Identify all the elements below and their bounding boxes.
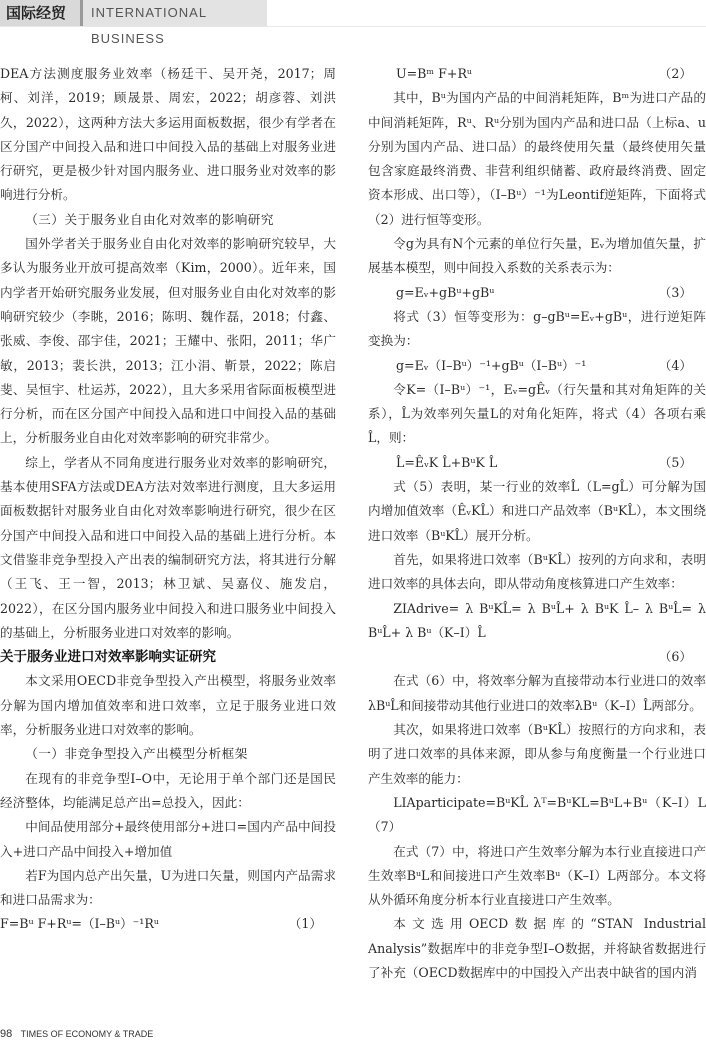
equation-text: U=Bᵐ F+Rᵘ bbox=[396, 66, 472, 81]
right-column bbox=[368, 62, 706, 985]
equation-7: LIAparticipate=BᵘKL̂ λᵀ=BᵘKL=BᵘL+Bᵘ（K–I）L（7） bbox=[368, 794, 706, 835]
section-label: 国际经贸 bbox=[0, 0, 90, 26]
equation-text: F=Bᵘ F+Rᵘ=（I–Bᵘ）⁻¹Rᵘ bbox=[0, 916, 159, 932]
header-rule bbox=[0, 26, 706, 27]
paragraph: 令K=（I–Bᵘ）⁻¹，Eᵥ=gÊᵥ（行矢量和其对角矩阵的关系），L̂为效率列矢量L的对角化矩阵，将式（4）各项右乘L̂，则： bbox=[368, 381, 706, 446]
equation-number: （5） bbox=[658, 454, 692, 470]
equation-number: （6） bbox=[658, 649, 692, 665]
paragraph: 在式（7）中，将进口产生效率分解为本行业直接进口产生效率BᵘL和间接进口产生效率Bᵘ（K–I）L两部分。本文将从外循环角度分析本行业直接进口产生效率。 bbox=[368, 843, 706, 908]
paragraph: 国外学者关于服务业自由化对效率的影响研究较早，大多认为服务业开放可提高效率（Kim，2000）。近年来，国内学者开始研究服务业发展，但对服务业自由化对效率的影响研究较少（李眺，2016；陈明、魏作磊，2018；付鑫、张威、李俊、邵宇佳，2021；王耀中、张阳，2011；华广敏，2013；裴长洪，2013；江小涓、靳景，2022；陈启斐、吴恒宇、杜运苏，2022），且大多采用省际面板模型进行分析，而在区分国产中间投入品和进口中间投入品的基础上，分析服务业自由化对效率影响的研究非常少。 bbox=[0, 236, 336, 446]
page-header bbox=[0, 0, 706, 46]
equation-6: ZIAdrive= λ BᵘKL̂= λ BᵘL̂+ λ BᵘK L̂– λ BᵘL̂= λ BᵘL̂+ λ Bᵘ（K–I）L̂ bbox=[368, 600, 706, 640]
paragraph: 综上，学者从不同角度进行服务业对效率的影响研究，基本使用SFA方法或DEA方法对效率进行测度，且大多运用面板数据针对服务业自由化对效率影响进行研究，很少在区分国产中间投入品和进口中间投入品的基础上进行分析。本文借鉴非竞争型投入产出表的编制研究方法，将其进行分解（王飞、王一智，2013；林卫斌、吴嘉仪、施发启，2022），在区分国内服务业中间投入和进口服务业中间投入的基础上，分析服务业进口对效率的影响。 bbox=[0, 454, 336, 640]
paragraph: 令g为具有N个元素的单位行矢量，Eᵥ为增加值矢量，扩展基本模型，则中间投入系数的关系表示为： bbox=[368, 236, 706, 276]
page-footer bbox=[0, 1024, 706, 1044]
paragraph: 将式（3）恒等变形为：g–gBᵘ=Eᵥ+gBᵘ，进行逆矩阵变换为： bbox=[368, 308, 706, 349]
equation-number: （1） bbox=[288, 916, 322, 932]
section-heading: 关于服务业进口对效率影响实证研究 bbox=[0, 649, 216, 666]
paragraph: DEA方法测度服务业效率（杨廷干、吴开尧，2017；周柯、刘洋，2019；顾晟景、周宏，2022；胡彦蓉、刘洪久，2022），这两种方法大多运用面板数据，很少有学者在区分国产中间投入品和进口中间投入品的基础上对服务业进行研究，更是极少针对国内服务业、进口服务业对效率的影响进行分析。 bbox=[0, 66, 336, 203]
equation-text: g=Eᵥ+gBᵘ+gBᵘ bbox=[396, 284, 495, 300]
equation-text: g=Eᵥ（I–Bᵘ）⁻¹+gBᵘ（I–Bᵘ）⁻¹ bbox=[396, 357, 587, 373]
equation-4 bbox=[368, 354, 706, 378]
paragraph: 式（5）表明，某一行业的效率L̂（L=gL̂）可分解为国内增加值效率（ÊᵥKL̂）和进口产品效率（BᵘKL̂），本文围绕进口效率（BᵘKL̂）展开分析。 bbox=[368, 479, 706, 543]
equation-3 bbox=[368, 281, 706, 305]
equation-number: （3） bbox=[658, 284, 692, 300]
paragraph: 在现有的非竞争型I–O中，无论用于单个部门还是国民经济整体，均能满足总产出=总投入，因此： bbox=[0, 770, 336, 810]
equation-number: （2） bbox=[658, 66, 692, 81]
page-number: 98 bbox=[0, 1028, 13, 1040]
paragraph: 其中，Bᵘ为国内产品的中间消耗矩阵，Bᵐ为进口产品的中间消耗矩阵，Rᵘ、Rᵘ分别为国内产品和进口品（上标a、u分别为国内产品、进口品）的最终使用矢量（最终使用矢量包含家庭最终消费、非营利组织储蓄、政府最终消费、固定资本形成、出口等），（I–Bᵘ）⁻¹为Leontif逆矩阵，下面将式（2）进行恒等变形。 bbox=[368, 90, 706, 227]
equation-number: （4） bbox=[658, 357, 692, 373]
equation-text: L̂=ÊᵥK L̂+BᵘK L̂ bbox=[396, 454, 498, 470]
left-column bbox=[0, 62, 336, 937]
subsection-heading: （三）关于服务业自由化对效率的影响研究 bbox=[25, 211, 274, 227]
subsection-heading: （一）非竞争型投入产出模型分析框架 bbox=[25, 746, 248, 762]
paragraph: 本文采用OECD非竞争型投入产出模型，将服务业效率分解为国内增加值效率和进口效率，立足于服务业进口效率，分析服务业进口对效率的影响。 bbox=[0, 673, 336, 738]
paragraph: 本文选用OECD数据库的“STAN Industrial Analysis”数据库中的非竞争型I–O数据，并将缺省数据进行了补充（OECD数据库中的中国投入产出表中缺省的国内消 bbox=[368, 916, 706, 980]
equation-5 bbox=[368, 451, 706, 475]
equation-6-number-row bbox=[368, 645, 706, 669]
journal-name: TIMES OF ECONOMY & TRADE bbox=[20, 1029, 154, 1039]
equation-2 bbox=[368, 62, 706, 86]
paragraph: 若F为国内总产出矢量，U为进口矢量，则国内产品需求和进口品需求为： bbox=[0, 867, 336, 908]
paragraph: 在式（6）中，将效率分解为直接带动本行业进口的效率λBᵘL̂和间接带动其他行业进口的效率λBᵘ（K–I）L̂两部分。 bbox=[368, 673, 706, 713]
paragraph: 首先，如果将进口效率（BᵘKL̂）按列的方向求和，表明进口效率的具体去向，即从带动角度核算进口产生效率： bbox=[368, 551, 706, 592]
equation-1 bbox=[0, 912, 336, 936]
section-label-en: INTERNATIONAL BUSINESS bbox=[83, 0, 267, 26]
paragraph: 中间品使用部分+最终使用部分+进口=国内产品中间投入+进口产品中间投入+增加值 bbox=[0, 819, 336, 859]
paragraph: 其次，如果将进口效率（BᵘKL̂）按照行的方向求和，表明了进口效率的具体来源，即从参与角度衡量一个行业进口产生效率的能力： bbox=[368, 722, 706, 786]
